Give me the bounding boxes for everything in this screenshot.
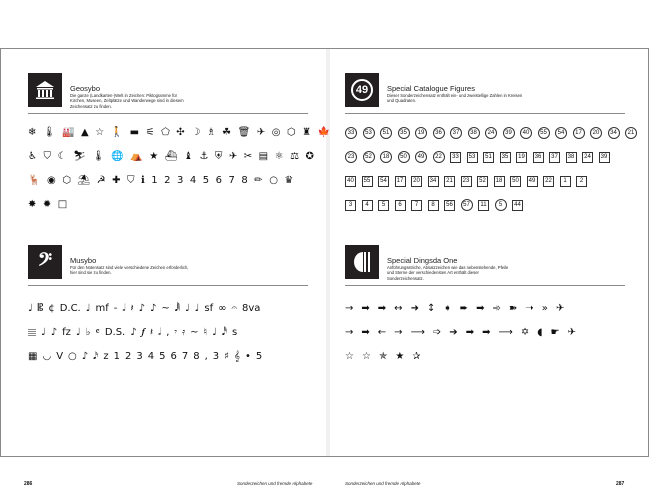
glyph-sample: ♪ xyxy=(130,327,137,338)
glyph-sample: ⬠ xyxy=(161,127,170,138)
glyph-sample: 𝅘𝅥𝅲 xyxy=(174,303,180,314)
glyph-sample: ⛉ xyxy=(43,151,51,162)
glyph-sample: 𝄿 xyxy=(182,327,186,338)
boxed-number: 52 xyxy=(477,176,488,187)
glyph-sample: 7 xyxy=(181,351,189,362)
glyph-sample: ⬡ xyxy=(62,175,71,186)
boxed-number: 1 xyxy=(560,176,571,187)
glyph-row xyxy=(28,145,330,169)
glyph-row xyxy=(345,193,637,217)
glyph-sample: 3 xyxy=(136,351,143,362)
section-title: Special Dingsda One xyxy=(387,256,458,265)
glyph-sample: ♩ xyxy=(194,303,200,314)
circled-number: 33 xyxy=(345,127,357,139)
glyph-sample: ✏ xyxy=(254,175,263,186)
glyph-sample: 8va xyxy=(242,303,261,314)
circled-number: 54 xyxy=(555,127,567,139)
glyph-sample: ▤ xyxy=(258,151,269,162)
boxed-number: 39 xyxy=(599,152,610,163)
glyph-sample: 5 xyxy=(255,351,263,362)
glyph-sample: mf xyxy=(95,303,109,314)
glyph-sample: ✹ xyxy=(42,199,52,210)
section-description: Die ganze (Landkarten-)Welt in Zeichen: Piktogramme für Kirchen, Museen, Zeltplätze und Wanderwege sind in diesem Zeichensatz zu finden. xyxy=(70,93,184,109)
glyph-sample: ➡ xyxy=(361,303,370,314)
glyph-sample: z xyxy=(103,351,109,362)
number-grid xyxy=(345,121,637,217)
glyph-sample: ✈ xyxy=(555,303,565,314)
section-description: Für den Notensatz sind viele verschiedene Zeichen erforderlich, hier sind sie zu finden. xyxy=(70,265,189,276)
glyph-sample: 🗑 xyxy=(237,127,251,138)
glyph-sample: → xyxy=(394,327,403,338)
circled-number: 23 xyxy=(345,151,357,163)
circled-number: 40 xyxy=(520,127,532,139)
glyph-sample: ☽ xyxy=(191,127,201,138)
circled-number: 21 xyxy=(625,127,637,139)
glyph-sample: ★ xyxy=(149,151,159,162)
circled-number: 37 xyxy=(450,127,462,139)
glyph-sample: ⚓ xyxy=(199,151,209,162)
divider xyxy=(28,285,308,286)
glyph-sample: 𝅘𝅥𝅰 xyxy=(221,327,227,338)
glyph-sample: ➾ xyxy=(492,303,501,314)
glyph-row xyxy=(345,145,637,169)
glyph-sample: ♩ xyxy=(75,327,81,338)
glyph-sample: ♯ xyxy=(224,351,230,362)
boxed-number: 38 xyxy=(566,152,577,163)
glyph-sample: ○ xyxy=(269,175,278,186)
glyph-sample: ✚ xyxy=(112,175,121,186)
glyph-sample: ★ xyxy=(395,351,405,362)
glyph-sample: ➩ xyxy=(432,327,442,338)
glyph-row xyxy=(28,121,330,145)
glyph-grid xyxy=(28,121,330,217)
glyph-sample: ➡ xyxy=(465,327,475,338)
glyph-row xyxy=(345,121,637,145)
boxed-number: 5 xyxy=(378,200,389,211)
boxed-number: 35 xyxy=(500,152,511,163)
glyph-sample: ⛱ xyxy=(77,175,91,186)
glyph-sample: ⛷ xyxy=(72,151,86,162)
glyph-sample: ⛨ xyxy=(214,151,223,162)
glyph-sample: ♩ xyxy=(41,327,46,338)
glyph-sample: → xyxy=(345,327,354,338)
boxed-number: 18 xyxy=(494,176,505,187)
glyph-sample: ⚖ xyxy=(290,151,300,162)
circled-number: 24 xyxy=(485,127,497,139)
glyph-sample: ➨ xyxy=(459,303,469,314)
circled-number: 34 xyxy=(608,127,620,139)
circled-number: 22 xyxy=(433,151,445,163)
glyph-sample: 4 xyxy=(189,175,197,186)
glyph-sample: ➡ xyxy=(482,327,491,338)
glyph-sample: ✈ xyxy=(567,327,576,338)
glyph-sample: ⛺ xyxy=(130,151,143,162)
circled-number: 5 xyxy=(495,199,507,211)
glyph-sample: 4 xyxy=(147,351,155,362)
glyph-row xyxy=(345,169,637,193)
glyph-sample: → xyxy=(345,303,354,314)
section-musybo xyxy=(28,245,308,362)
temple-icon xyxy=(28,73,62,107)
glyph-sample: ♮ xyxy=(203,327,208,338)
glyph-sample: ✣ xyxy=(176,127,185,138)
boxed-number: 17 xyxy=(395,176,406,187)
boxed-number: 44 xyxy=(512,200,523,211)
boxed-number: 22 xyxy=(543,176,554,187)
boxed-number: 2 xyxy=(576,176,587,187)
boxed-number: 33 xyxy=(450,152,461,163)
glyph-sample: 8 xyxy=(241,175,248,186)
boxed-number: 50 xyxy=(510,176,521,187)
glyph-sample: □ xyxy=(57,199,68,210)
boxed-number: 8 xyxy=(428,200,439,211)
circled-number: 36 xyxy=(433,127,445,139)
glyph-sample: 6 xyxy=(170,351,177,362)
glyph-sample: 1 xyxy=(151,175,158,186)
boxed-number: 24 xyxy=(582,152,593,163)
glyph-sample: ← xyxy=(377,327,387,338)
glyph-sample: ~ xyxy=(161,303,170,314)
glyph-sample: ↔ xyxy=(394,303,403,314)
glyph-sample: 𝆑 xyxy=(141,327,145,338)
boxed-number: 23 xyxy=(461,176,472,187)
glyph-sample: ♝ xyxy=(183,151,193,162)
circled-number: 57 xyxy=(461,199,473,211)
glyph-row xyxy=(28,345,262,369)
glyph-sample: ℹ xyxy=(140,175,145,186)
glyph-row xyxy=(345,345,576,369)
glyph-sample: ♭ xyxy=(85,327,91,338)
boxed-number: 37 xyxy=(549,152,560,163)
glyph-sample: ⛉ xyxy=(126,175,135,186)
circled-number: 18 xyxy=(380,151,392,163)
glyph-sample: ⟶ xyxy=(498,327,513,338)
glyph-sample: 3 xyxy=(177,175,184,186)
glyph-sample: ♿ xyxy=(28,151,37,162)
glyph-sample: ♩ xyxy=(212,327,217,338)
glyph-sample: 🌡 xyxy=(42,127,56,138)
glyph-sample: ➡ xyxy=(361,327,370,338)
section-geosybo xyxy=(28,73,331,210)
glyph-sample: ▦ xyxy=(28,351,38,362)
dingbat-grid xyxy=(345,297,576,369)
glyph-sample: ➝ xyxy=(525,303,534,314)
boxed-number: 56 xyxy=(444,200,455,211)
circled-number: 50 xyxy=(398,151,410,163)
section-catalogue-figures xyxy=(345,73,635,208)
circled-number: 17 xyxy=(573,127,585,139)
glyph-sample: ♛ xyxy=(284,175,294,186)
circled-number: 52 xyxy=(363,151,375,163)
glyph-sample: ⬡ xyxy=(286,127,296,138)
glyph-sample: ➡ xyxy=(476,303,485,314)
glyph-sample: 𝄡 xyxy=(37,303,44,314)
glyph-sample: D.C. xyxy=(59,303,81,314)
bass-clef-icon: 𝄢 xyxy=(28,245,62,279)
glyph-row xyxy=(28,169,330,193)
glyph-sample: 2 xyxy=(164,175,171,186)
glyph-sample: ✪ xyxy=(305,151,314,162)
glyph-sample: ▬ xyxy=(129,127,140,138)
glyph-sample: 🏭 xyxy=(62,127,75,138)
glyph-sample: ⟶ xyxy=(410,327,425,338)
glyph-sample: 𝄴 xyxy=(95,327,100,338)
glyph-sample: ¢ xyxy=(48,303,55,314)
glyph-sample: ▲ xyxy=(81,127,89,138)
circled-number: 55 xyxy=(538,127,550,139)
glyph-sample: ~ xyxy=(190,327,199,338)
glyph-grid xyxy=(28,297,262,369)
circled-number: 39 xyxy=(503,127,515,139)
glyph-sample: ⚛ xyxy=(274,151,284,162)
glyph-sample: 5 xyxy=(159,351,166,362)
divider xyxy=(345,285,625,286)
glyph-sample: 𝄐 xyxy=(231,303,238,314)
page-number: 286 xyxy=(24,481,33,487)
boxed-number: 49 xyxy=(527,176,538,187)
right-page xyxy=(330,49,649,487)
section-description: Dieser Sonderzeichensatz enthält ein- und zweistellige Zahlen in Kreisen und Quadraten. xyxy=(387,93,523,104)
boxed-number: 6 xyxy=(395,200,406,211)
glyph-row xyxy=(28,193,330,217)
page-number: 287 xyxy=(616,481,625,487)
boxed-number: 7 xyxy=(411,200,422,211)
glyph-sample: ♪ xyxy=(149,303,157,314)
boxed-number: 19 xyxy=(516,152,527,163)
section-header xyxy=(345,73,625,120)
glyph-sample: ✯ xyxy=(378,351,388,362)
glyph-sample: ♗ xyxy=(206,127,216,138)
circled-number-icon: 49 xyxy=(345,73,379,107)
boxed-number: 4 xyxy=(362,200,373,211)
glyph-sample: » xyxy=(541,303,548,314)
glyph-row xyxy=(28,297,262,321)
boxed-number: 21 xyxy=(444,176,455,187)
glyph-sample: 🍁 xyxy=(317,127,331,138)
section-dingsda-one xyxy=(345,245,625,362)
glyph-sample: 7 xyxy=(228,175,235,186)
circled-number: 19 xyxy=(415,127,427,139)
glyph-sample: 6 xyxy=(215,175,223,186)
glyph-sample: 2 xyxy=(124,351,132,362)
section-header xyxy=(28,73,308,120)
glyph-sample: ♩ xyxy=(184,303,190,314)
glyph-sample: D.S. xyxy=(104,327,126,338)
glyph-sample: s xyxy=(232,327,238,338)
pilcrow-bracket-icon xyxy=(345,245,379,279)
glyph-sample: ☘ xyxy=(222,127,232,138)
boxed-number: 54 xyxy=(378,176,389,187)
glyph-sample: ♩ xyxy=(28,303,33,314)
glyph-sample: 𝅗𝅥 xyxy=(158,327,162,338)
glyph-sample: ➽ xyxy=(508,303,518,314)
glyph-sample: 𝄽 xyxy=(149,327,154,338)
glyph-sample: ☆ xyxy=(361,351,371,362)
book-spread xyxy=(0,48,649,487)
glyph-sample: ♩ xyxy=(85,303,91,314)
glyph-sample: 5 xyxy=(202,175,210,186)
glyph-sample: ⛴ xyxy=(164,151,178,162)
glyph-sample: ♪ xyxy=(50,327,58,338)
glyph-sample: , xyxy=(166,327,170,338)
glyph-sample: ⚟ xyxy=(145,127,155,138)
section-title: Geosybo xyxy=(70,84,101,93)
glyph-sample: ☆ xyxy=(95,127,105,138)
circled-number: 35 xyxy=(398,127,410,139)
section-description: Anführungsstriche, Absatzzeichen wie das nebenstehende, Pfeile und Sterne der verschiedensten Art enthält dieser Sonderzeichensatz. xyxy=(387,265,509,281)
glyph-row xyxy=(28,321,262,345)
glyph-sample: ➡ xyxy=(377,303,387,314)
circled-number: 49 xyxy=(415,151,427,163)
glyph-sample: • xyxy=(244,351,251,362)
circled-number: 53 xyxy=(363,127,375,139)
glyph-sample: ✂ xyxy=(243,151,253,162)
glyph-sample: ✰ xyxy=(412,351,421,362)
boxed-number: 40 xyxy=(345,176,356,187)
glyph-sample: 1 xyxy=(113,351,120,362)
glyph-sample: fz xyxy=(62,327,71,338)
divider xyxy=(28,113,308,114)
glyph-sample: ☾ xyxy=(57,151,67,162)
glyph-sample: , xyxy=(204,351,208,362)
glyph-sample: ✡ xyxy=(520,327,530,338)
boxed-number: 20 xyxy=(411,176,422,187)
divider xyxy=(345,113,625,114)
boxed-number: 53 xyxy=(467,152,478,163)
section-title: Musybo xyxy=(70,256,97,265)
glyph-row xyxy=(345,321,576,345)
boxed-number: 36 xyxy=(533,152,544,163)
glyph-sample: 𝄾 xyxy=(174,327,178,338)
glyph-sample: ❄ xyxy=(28,127,37,138)
glyph-sample: 8 xyxy=(193,351,200,362)
glyph-sample: ♪ xyxy=(138,303,145,314)
glyph-sample: 𝅗𝅥 xyxy=(122,303,126,314)
circled-number: 38 xyxy=(468,127,480,139)
glyph-sample: ◎ xyxy=(271,127,281,138)
glyph-sample: 𝄙 xyxy=(28,327,36,338)
boxed-number: 34 xyxy=(428,176,439,187)
glyph-row xyxy=(345,297,576,321)
glyph-sample: V xyxy=(56,351,64,362)
glyph-sample: ☛ xyxy=(550,327,560,338)
glyph-sample: 🚶 xyxy=(110,127,124,138)
section-header xyxy=(345,245,625,292)
glyph-sample: ➜ xyxy=(410,303,419,314)
glyph-sample: 𝄞 xyxy=(234,351,240,362)
glyph-sample: ➔ xyxy=(449,327,458,338)
glyph-sample: - xyxy=(113,303,118,314)
glyph-sample: ∞ xyxy=(218,303,227,314)
glyph-sample: ✸ xyxy=(28,199,37,210)
boxed-number: 55 xyxy=(362,176,373,187)
running-head: Sonderzeichen und fremde Alphabete xyxy=(345,481,421,486)
glyph-sample: ✈ xyxy=(256,127,266,138)
glyph-sample: ✈ xyxy=(228,151,238,162)
boxed-number: 11 xyxy=(478,200,489,211)
glyph-sample: ☭ xyxy=(96,175,106,186)
glyph-sample: 🦌 xyxy=(28,175,41,186)
glyph-sample: 3 xyxy=(212,351,220,362)
running-head: Sonderzeichen und fremde Alphabete xyxy=(237,481,313,486)
glyph-sample: ◖ xyxy=(537,327,543,338)
glyph-sample: ↕ xyxy=(426,303,436,314)
glyph-sample: ♜ xyxy=(302,127,312,138)
glyph-sample: ☆ xyxy=(345,351,354,362)
glyph-sample: ➧ xyxy=(443,303,452,314)
glyph-sample: sf xyxy=(204,303,214,314)
glyph-sample: ◉ xyxy=(46,175,56,186)
glyph-sample: 🌐 xyxy=(111,151,124,162)
glyph-sample: 🌡 xyxy=(92,151,105,162)
boxed-number: 3 xyxy=(345,200,356,211)
glyph-sample: ○ xyxy=(68,351,77,362)
glyph-sample: ♪ xyxy=(81,351,89,362)
section-title: Special Catalogue Figures xyxy=(387,84,475,93)
boxed-number: 51 xyxy=(483,152,494,163)
section-header xyxy=(28,245,308,292)
circled-number: 20 xyxy=(590,127,602,139)
glyph-sample: ◡ xyxy=(42,351,52,362)
circled-number: 51 xyxy=(380,127,392,139)
glyph-sample: 𝄽 xyxy=(130,303,134,314)
left-page xyxy=(1,49,331,487)
glyph-sample: 𝅘𝅥𝅯 xyxy=(93,351,99,362)
